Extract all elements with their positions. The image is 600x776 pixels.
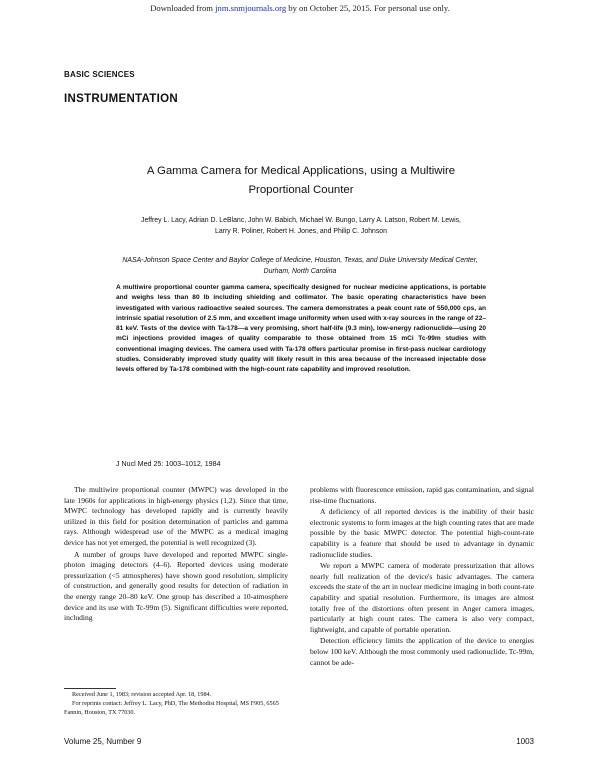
body-column-left [64,485,288,624]
download-notice [0,3,600,13]
abstract: A multiwire proportional counter gamma camera, specifically designed for nuclear medicine applications, is portable and weighs less than 80 lb including shielding and collimator. The basic operating characteristics have been investigated with various radioactive sealed sources. The camera demonstrates a peak count rate of 550,000 cps, an intrinsic spatial resolution of 2.5 mm, and excellent image uniformity when used with x-ray sources in the range of 22–81 keV. Tests of the device with Ta-178—a very promising, short half-life (9.3 min), low-energy radionuclide—using 20 mCi injections provided images of quality comparable to those obtained from 15 mCi Tc-99m studies with conventional imaging devices. The camera used with Ta-178 offers particular promise in first-pass nuclear cardiology studies. Considerably improved study quality will likely result in this area because of the increased injectable dose levels offered by Ta-178 combined with the high-count rate capability and improved resolution. [116,284,486,374]
journal-site-link[interactable]: jnm.snmjournals.org [215,3,287,13]
page-number: 1003 [516,737,534,746]
title-line-1: A Gamma Camera for Medical Applications, using a Multiwire [146,165,456,177]
paragraph: Detection efficiency limits the application of the device to energies below 100 keV. Although the most commonly used radionuclide, Tc-99m, cannot be ade- [310,636,534,667]
download-suffix: by on October 25, 2015. For personal use only. [286,3,450,13]
footnote-divider [64,688,116,689]
footnotes [64,690,294,717]
body-column-right [310,485,534,668]
paragraph: A deficiency of all reported devices is the inability of their basic electronic systems to form images at the high counting rates that are made possible by the basic MWPC detector. The potential high-count-rate capability is a feature that should be used to advantage in dynamic radionuclide studies. [310,507,534,559]
footnote-received: Received June 1, 1983; revision accepted Apr. 18, 1984. [72,691,212,698]
volume-footer: Volume 25, Number 9 [64,737,142,746]
affiliation [60,256,540,277]
paragraph: A number of groups have developed and reported MWPC single-photon imaging detectors (4–6). Reported devices using moderate pressurization (<5 atmospheres) have shown good resolution, simplicity of construction, and generally good results for detection of radiation in the energy range 20–80 keV. One group has described a 10-atmosphere device and its use with Tc-99m (5). Significant difficulties were reported, including [64,549,288,623]
author-list [96,216,506,237]
affiliation-line-1: NASA-Johnson Space Center and Baylor College of Medicine, Houston, Texas, and Duke University Medical Center, [122,257,478,264]
paragraph: problems with fluorescence emission, rapid gas contamination, and signal rise-time fluctuations. [310,485,534,505]
citation: J Nucl Med 25: 1003–1012, 1984 [116,460,221,468]
title-line-2: Proportional Counter [248,184,354,196]
category-heading: INSTRUMENTATION [64,93,178,105]
paragraph: The multiwire proportional counter (MWPC) was developed in the late 1960s for applications in high-energy physics (1,2). Since that time, MWPC technology has developed rapidly and is currently heavily utilized in this field for position determination of particles and gamma rays. Although widespread use of the MWPC as a medical imaging device has not yet emerged, the potential is well recognized (3). [64,485,288,547]
download-prefix: Downloaded from [150,3,216,13]
authors-line-1: Jeffrey L. Lacy, Adrian D. LeBlanc, John W. Babich, Michael W. Bungo, Larry A. Latson, Robert M. Lewis, [141,217,461,224]
footnote-reprints: For reprints contact: Jeffrey L. Lacy, PhD, The Methodist Hospital, MS F905, 6565 Fannin, Houston, TX 77030. [64,700,279,716]
authors-line-2: Larry R. Poliner, Robert H. Jones, and Philip C. Johnson [215,227,387,235]
paragraph: We report a MWPC camera of moderate pressurization that allows nearly full realization of the device's basic advantages. The camera exceeds the state of the art in nuclear medicine imaging in both count-rate capability and spatial resolution. Furthermore, its images are almost totally free of the distortions often present in Anger camera images, particularly at high count rates. The camera is also very compact, lightweight, and capable of portable operation. [310,561,534,634]
article-title [96,162,506,200]
section-label: BASIC SCIENCES [64,70,135,79]
affiliation-line-2: Durham, North Carolina [263,267,337,275]
